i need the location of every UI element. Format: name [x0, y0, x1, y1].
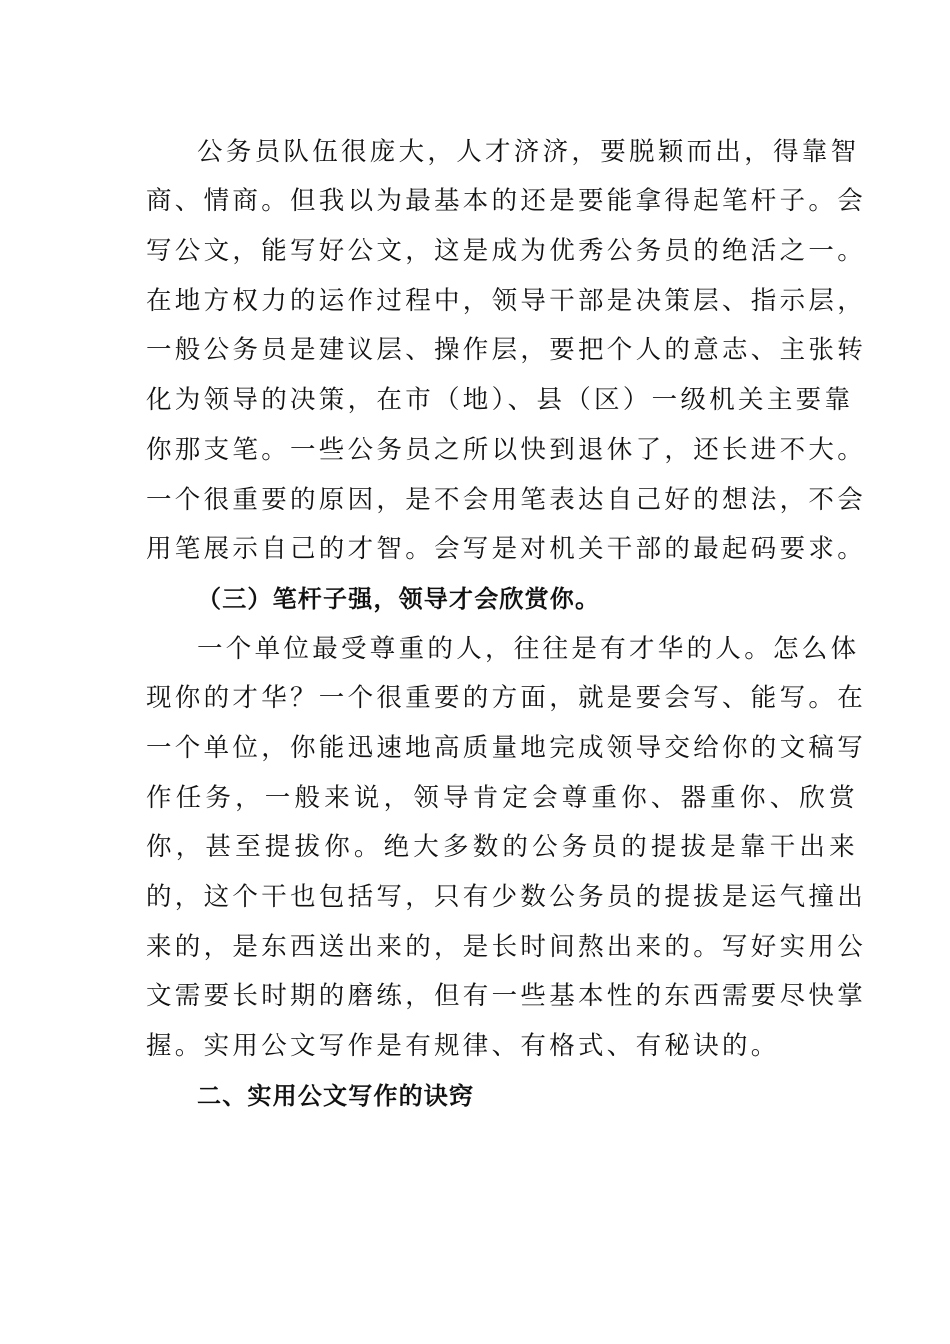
paragraph-1-line: 公务员队伍很庞大，人才济济，要脱颖而出，得靠智	[197, 137, 860, 167]
subheading-3: （三）笔杆子强，领导才会欣赏你。	[197, 585, 601, 613]
paragraph-1-line: 你那支笔。一些公务员之所以快到退休了，还长进不大。	[146, 435, 867, 465]
paragraph-1-line: 写公文，能写好公文，这是成为优秀公务员的绝活之一。	[146, 236, 867, 266]
paragraph-1-line: 一般公务员是建议层、操作层，要把个人的意志、主张转	[146, 335, 867, 365]
paragraph-2-line: 作任务，一般来说，领导肯定会尊重你、器重你、欣赏	[146, 783, 859, 813]
paragraph-1-line: 在地方权力的运作过程中，领导干部是决策层、指示层，	[146, 286, 867, 316]
paragraph-1-line: 一个很重要的原因，是不会用笔表达自己好的想法，不会	[146, 485, 867, 515]
paragraph-2-line: 文需要长时期的磨练，但有一些基本性的东西需要尽快掌	[146, 981, 867, 1011]
paragraph-2-line: 现你的才华？一个很重要的方面，就是要会写、能写。在	[146, 683, 867, 713]
section-heading-2: 二、实用公文写作的诀窍	[197, 1082, 475, 1110]
paragraph-1-line: 用笔展示自己的才智。会写是对机关干部的最起码要求。	[146, 534, 867, 564]
paragraph-2-line: 的，这个干也包括写，只有少数公务员的提拔是运气撞出	[146, 882, 867, 912]
paragraph-2-line: 一个单位最受尊重的人，往往是有才华的人。怎么体	[197, 634, 860, 664]
paragraph-2-line: 握。实用公文写作是有规律、有格式、有秘诀的。	[146, 1031, 780, 1061]
paragraph-2-line: 你，甚至提拔你。绝大多数的公务员的提拔是靠干出来	[146, 832, 859, 862]
paragraph-1-line: 商、情商。但我以为最基本的还是要能拿得起笔杆子。会	[146, 186, 867, 216]
paragraph-2-line: 来的，是东西送出来的，是长时间熬出来的。写好实用公	[146, 932, 867, 962]
paragraph-1-line: 化为领导的决策，在市（地）、县（区）一级机关主要靠	[146, 385, 854, 415]
paragraph-2-line: 一个单位，你能迅速地高质量地完成领导交给你的文稿写	[146, 733, 867, 763]
